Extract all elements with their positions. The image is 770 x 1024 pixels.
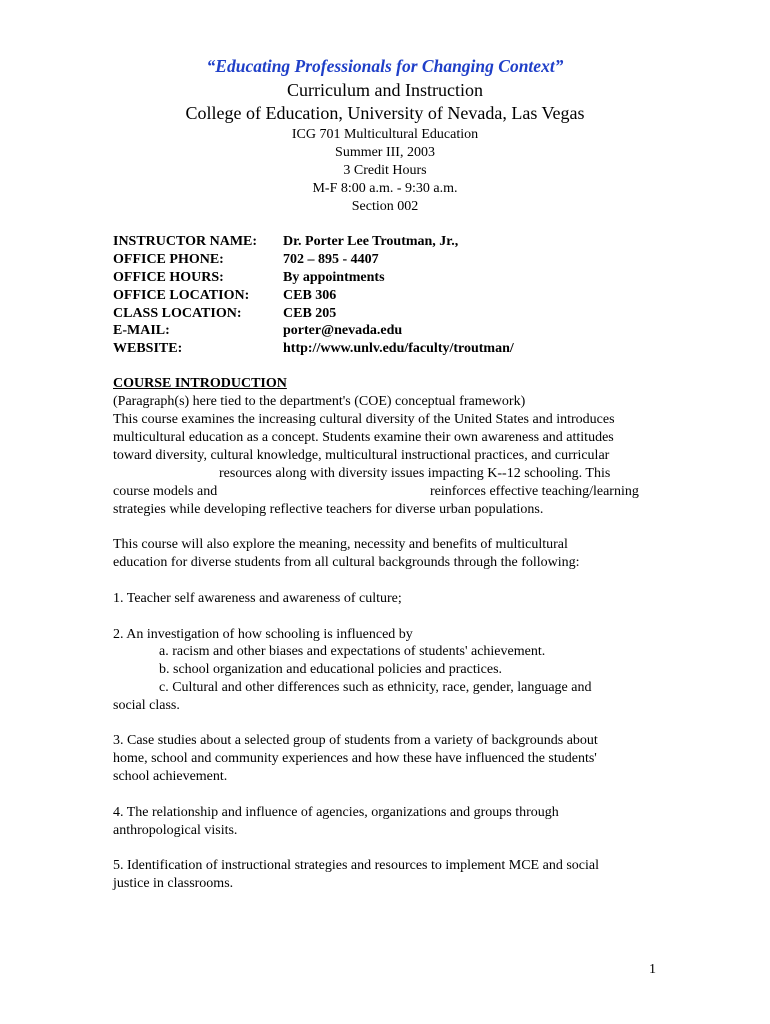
body-line: social class. — [113, 698, 180, 713]
department-title: Curriculum and Instruction — [287, 80, 483, 100]
sub-list-item: c. Cultural and other differences such as ethnicity, race, gender, language and — [159, 680, 592, 695]
body-line: anthropological visits. — [113, 823, 238, 838]
body-line: resources along with diversity issues impacting K--12 schooling. This — [219, 466, 611, 481]
body-line: home, school and community experiences and how these have influenced the students' — [113, 751, 597, 766]
info-value: CEB 306 — [283, 288, 337, 303]
list-item: 2. An investigation of how schooling is influenced by — [113, 627, 413, 642]
body-line: reinforces effective teaching/learning — [430, 484, 639, 499]
body-line: toward diversity, cultural knowledge, multicultural instructional practices, and curricular — [113, 448, 610, 463]
info-label: INSTRUCTOR NAME: — [113, 234, 258, 249]
info-label: OFFICE LOCATION: — [113, 288, 250, 303]
info-value: Dr. Porter Lee Troutman, Jr., — [283, 234, 459, 249]
email-value[interactable]: porter@nevada.edu — [283, 323, 403, 338]
college-title: College of Education, University of Nevada, Las Vegas — [185, 103, 585, 123]
body-line: education for diverse students from all cultural backgrounds through the following: — [113, 555, 580, 570]
course-section: Section 002 — [351, 199, 419, 214]
sub-list-item: b. school organization and educational policies and practices. — [159, 662, 503, 677]
info-value: By appointments — [283, 270, 385, 285]
body-line: This course will also explore the meaning, necessity and benefits of multicultural — [113, 537, 568, 552]
info-label: OFFICE PHONE: — [113, 252, 224, 267]
sub-list-item: a. racism and other biases and expectations of students' achievement. — [159, 644, 546, 659]
list-item: 1. Teacher self awareness and awareness of culture; — [113, 591, 402, 606]
list-item: 3. Case studies about a selected group of students from a variety of backgrounds about — [113, 733, 598, 748]
website-link[interactable]: http://www.unlv.edu/faculty/troutman/ — [283, 341, 514, 356]
info-label: WEBSITE: — [113, 341, 183, 356]
course-credits: 3 Credit Hours — [343, 163, 427, 178]
info-value: CEB 205 — [283, 306, 337, 321]
course-title: ICG 701 Multicultural Education — [291, 127, 479, 142]
section-heading: COURSE INTRODUCTION — [113, 376, 287, 391]
info-label: CLASS LOCATION: — [113, 306, 242, 321]
course-term: Summer III, 2003 — [335, 145, 435, 160]
body-line: This course examines the increasing cultural diversity of the United States and introduces — [113, 412, 615, 427]
body-line: multicultural education as a concept. Students examine their own awareness and attitudes — [113, 430, 614, 445]
body-line: school achievement. — [113, 769, 228, 784]
info-label: E-MAIL: — [113, 323, 170, 338]
motto: “Educating Professionals for Changing Context” — [206, 56, 564, 76]
body-line: justice in classrooms. — [113, 876, 234, 891]
body-line: strategies while developing reflective teachers for diverse urban populations. — [113, 502, 544, 517]
body-line: course models and — [113, 484, 218, 499]
list-item: 5. Identification of instructional strategies and resources to implement MCE and social — [113, 858, 599, 873]
body-line: (Paragraph(s) here tied to the department's (COE) conceptual framework) — [113, 394, 526, 409]
course-schedule: M-F 8:00 a.m. - 9:30 a.m. — [312, 181, 458, 196]
info-label: OFFICE HOURS: — [113, 270, 224, 285]
info-value: 702 – 895 - 4407 — [283, 252, 379, 267]
page-number: 1 — [649, 962, 656, 977]
list-item: 4. The relationship and influence of agencies, organizations and groups through — [113, 805, 559, 820]
